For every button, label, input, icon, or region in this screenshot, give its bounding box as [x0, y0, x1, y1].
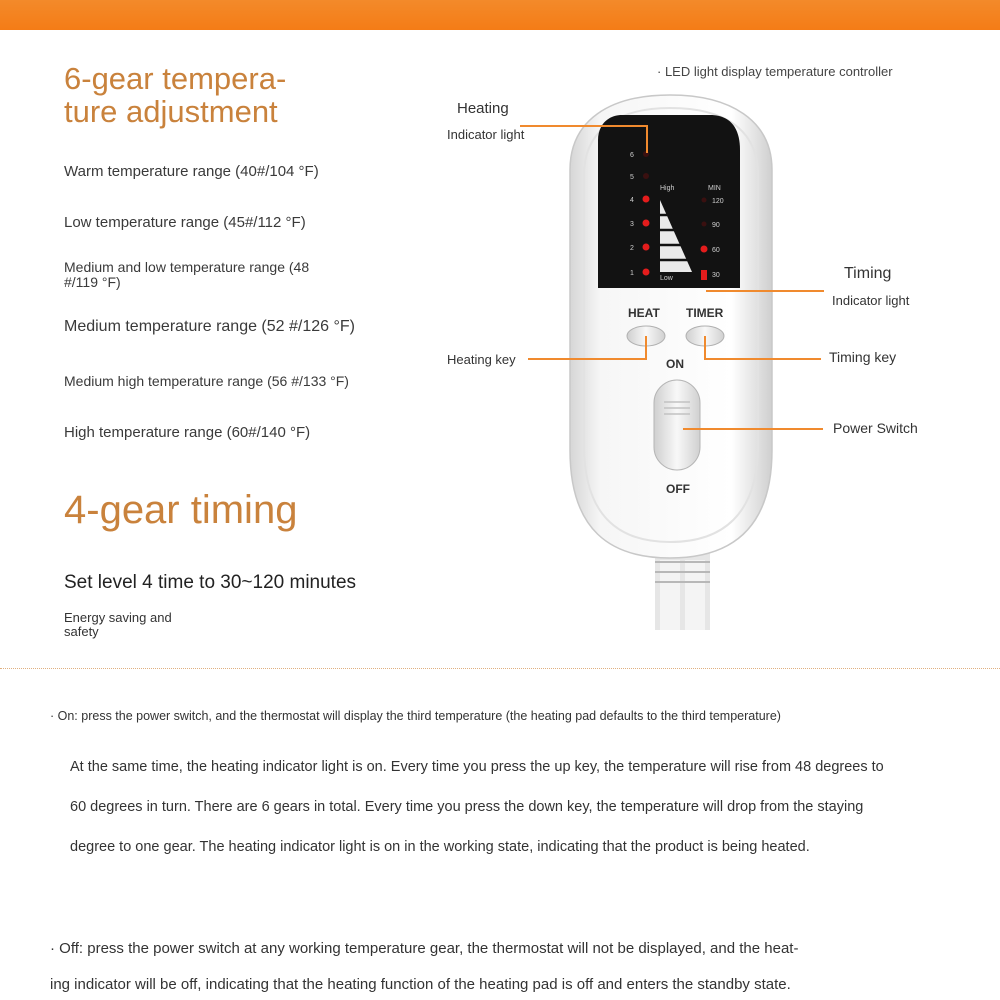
off-body-line2: ing indicator will be off, indicating that the heating function of the heating pad is off and enters the standby state.	[50, 976, 791, 993]
energy-text-line1: Energy saving and	[64, 610, 172, 625]
heating-callout-line	[520, 125, 648, 127]
off-label: OFF	[666, 482, 690, 496]
timing-callout-line	[706, 290, 824, 292]
on-instruction: · On: press the power switch, and the thermostat will display the third temperature (the heating pad defaults to the third temperature)	[50, 709, 781, 723]
led-controller-caption: · LED light display temperature controller	[657, 64, 893, 79]
timer-led-30	[701, 270, 707, 280]
heating-indicator-callout: Indicator light	[447, 127, 525, 142]
timing-key-line	[705, 358, 821, 360]
timing-title: 4-gear timing	[64, 488, 298, 532]
gear-led-5	[643, 173, 649, 179]
timer-value-90: 90	[712, 222, 720, 229]
range-medium-low-line1: Medium and low temperature range (48	[64, 259, 310, 275]
min-label: MIN	[708, 185, 721, 192]
low-label: Low	[660, 275, 673, 282]
timing-text: Set level 4 time to 30~120 minutes	[64, 572, 357, 593]
temperature-title-line2: ture adjustment	[64, 94, 278, 129]
gear-number-6: 6	[630, 152, 634, 159]
on-label: ON	[666, 357, 684, 371]
timing-callout-label: Timing	[844, 265, 892, 282]
heating-callout-line-v	[646, 125, 648, 153]
on-body-line2: 60 degrees in turn. There are 6 gears in total. Every time you press the down key, the temperature will drop from the staying	[70, 799, 864, 815]
gear-number-1: 1	[630, 270, 634, 277]
heating-key-callout: Heating key	[447, 352, 516, 367]
gear-led-2	[643, 244, 650, 251]
on-body-line1: At the same time, the heating indicator light is on. Every time you press the up key, the temperature will rise from 48 degrees to	[70, 759, 884, 775]
timer-key-label: TIMER	[686, 306, 724, 320]
gear-number-2: 2	[630, 245, 634, 252]
gear-number-5: 5	[630, 174, 634, 181]
range-medium-high: Medium high temperature range (56 #/133 °F)	[64, 373, 349, 389]
timer-value-60: 60	[712, 247, 720, 254]
gear-number-4: 4	[630, 197, 634, 204]
gear-led-3	[643, 220, 650, 227]
timer-value-120: 120	[712, 198, 724, 205]
range-medium: Medium temperature range (52 #/126 °F)	[64, 318, 355, 335]
power-switch[interactable]	[654, 380, 700, 470]
timer-value-30: 30	[712, 272, 720, 279]
power-switch-callout: Power Switch	[833, 420, 918, 436]
timer-led-90	[702, 222, 707, 227]
energy-text-line2: safety	[64, 624, 99, 639]
heat-key-label: HEAT	[628, 306, 660, 320]
off-body-line1: · Off: press the power switch at any working temperature gear, the thermostat will not be displayed, and the heat-	[50, 940, 799, 957]
temperature-title-line1: 6-gear tempera-	[64, 61, 287, 96]
range-warm: Warm temperature range (40#/104 °F)	[64, 163, 319, 180]
gear-led-4	[643, 196, 650, 203]
timing-key-line-v	[704, 336, 706, 360]
heating-callout-label: Heating	[457, 100, 509, 117]
heating-key-line	[528, 358, 646, 360]
gear-led-1	[643, 269, 650, 276]
timing-key-callout: Timing key	[829, 349, 897, 365]
section-divider	[0, 668, 1000, 669]
top-banner	[0, 0, 1000, 30]
timing-indicator-callout: Indicator light	[832, 293, 910, 308]
range-high: High temperature range (60#/140 °F)	[64, 424, 311, 441]
range-low: Low temperature range (45#/112 °F)	[64, 214, 306, 231]
timer-led-120	[702, 198, 707, 203]
heating-key-line-v	[645, 336, 647, 360]
timer-led-60	[701, 246, 708, 253]
power-switch-line	[683, 428, 823, 430]
controller-device	[560, 90, 790, 630]
on-body-line3: degree to one gear. The heating indicator light is on in the working state, indicating that the product is being heated.	[70, 839, 810, 855]
gear-number-3: 3	[630, 221, 634, 228]
high-label: High	[660, 185, 675, 192]
range-medium-low-line2: #/119 °F)	[64, 274, 121, 290]
